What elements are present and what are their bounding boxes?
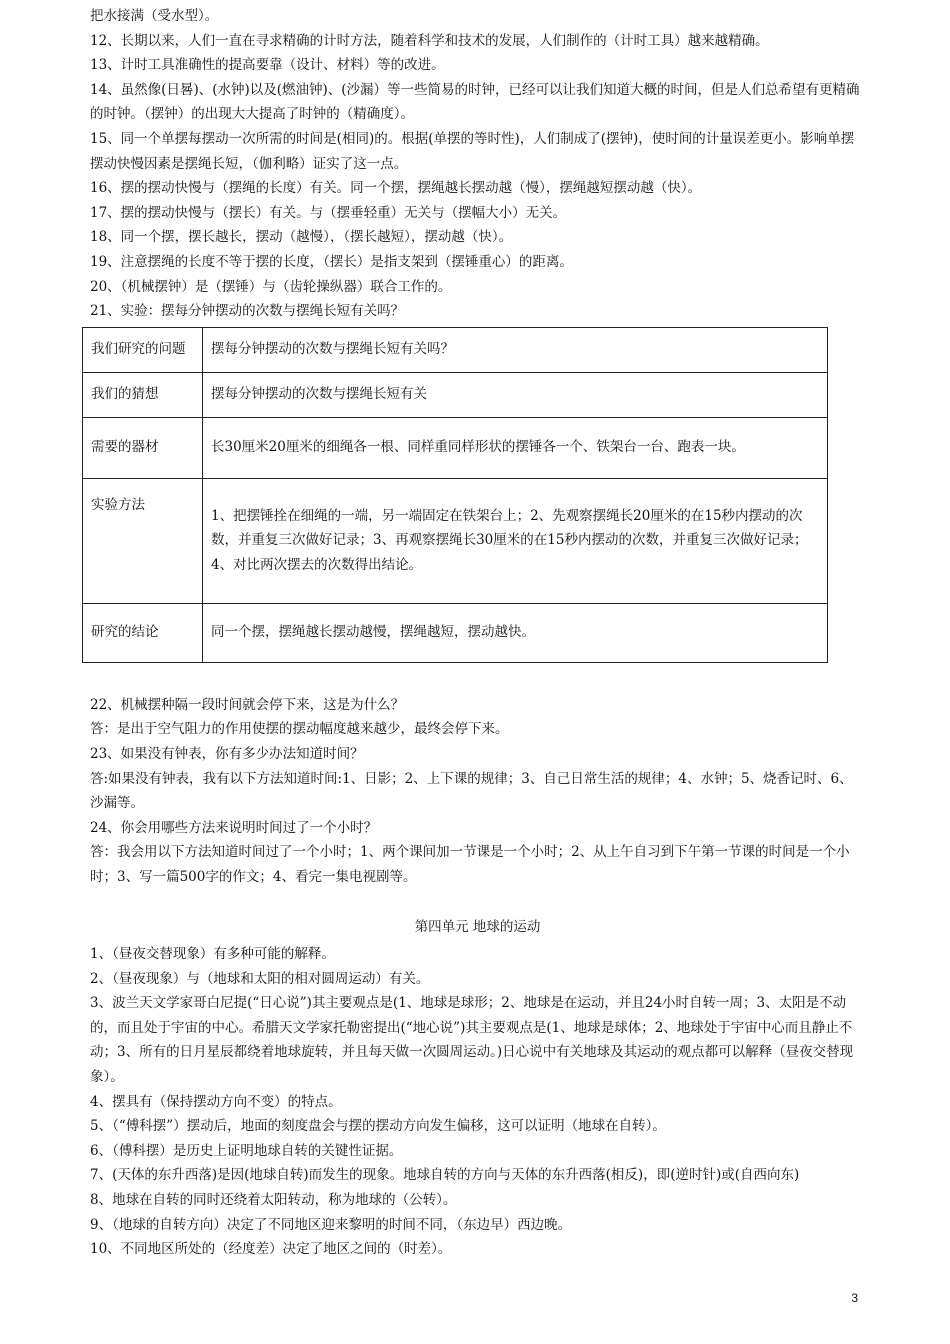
text-line: 20、（机械摆钟）是（摆锤）与（齿轮操纵器）联合工作的。 [90, 278, 452, 295]
row-content: 长30厘米20厘米的细绳各一根、同样重同样形状的摆锤各一个、铁架台一台、跑表一块。 [203, 417, 828, 478]
row-content: 摆每分钟摆动的次数与摆绳长短有关 [203, 372, 828, 417]
text-line: 16、摆的摆动快慢与（摆绳的长度）有关。同一个摆，摆绳越长摆动越（慢），摆绳越短摆动越（快）。 [90, 180, 702, 197]
text-line: 4、摆具有（保持摆动方向不变）的特点。 [90, 1093, 342, 1110]
experiment-table [82, 327, 828, 663]
text-line: 21、实验：摆每分钟摆动的次数与摆绳长短有关吗？ [90, 303, 405, 320]
row-content: 同一个摆，摆绳越长摆动越慢，摆绳越短，摆动越快。 [203, 603, 828, 662]
answer-line: 答：我会用以下方法知道时间过了一个小时；1、两个课间加一节课是一个小时；2、从上午自习到下午第一节课的时间是一个小时；3、写一篇500字的作文；4、看完一集电视剧等。 [90, 844, 850, 885]
text-line: 19、注意摆绳的长度不等于摆的长度，（摆长）是指支架到（摆锤重心）的距离。 [90, 253, 573, 270]
text-line: 14、虽然像(日晷)、(水钟)以及(燃油钟)、(沙漏）等一些简易的时钟，已经可以让我们知道大概的时间，但是人们总希望有更精确的时钟。（摆钟）的出现大大提高了时钟的（精确度）。 [90, 81, 860, 123]
text-line: 13、计时工具准确性的提高要靠（设计、材料）等的改进。 [90, 57, 445, 74]
answer-line: 答:如果没有钟表，我有以下方法知道时间:1、日影；2、上下课的规律；3、自己日常生活的规律；4、水钟；5、烧香记时、6、沙漏等。 [90, 770, 853, 812]
text-line: 18、同一个摆，摆长越长，摆动（越慢），（摆长越短），摆动越（快）。 [90, 229, 513, 246]
row-content: 1、把摆锤拴在细绳的一端，另一端固定在铁架台上；2、先观察摆绳长20厘米的在15秒内摆动的次数，并重复三次做好记录；3、再观察摆绳长30厘米的在15秒内摆动的次数，并重复三次做好记录；4、对比两次摆去的次数得出结论。 [203, 478, 828, 603]
question-line: 22、机械摆种隔一段时间就会停下来，这是为什么？ [90, 696, 405, 713]
table-row [83, 327, 828, 372]
row-label: 我们研究的问题 [83, 327, 203, 372]
row-label: 研究的结论 [83, 603, 203, 662]
text-line: 6、（傅科摆）是历史上证明地球自转的关键性证据。 [90, 1142, 403, 1159]
document-body [90, 4, 865, 1262]
text-line: 17、摆的摆动快慢与（摆长）有关。与（摆垂轻重）无关与（摆幅大小）无关。 [90, 204, 567, 221]
top-section [90, 4, 865, 324]
answer-line: 答：是出于空气阻力的作用使摆的摆动幅度越来越少，最终会停下来。 [90, 721, 509, 738]
table-row [83, 417, 828, 478]
text-line: 5、（“傅科摆”）摆动后，地面的刻度盘会与摆的摆动方向发生偏移，这可以证明（地球在自转）。 [90, 1118, 666, 1135]
text-line: 3、波兰天文学家哥白尼提(“日心说”)其主要观点是(1、地球是球形；2、地球是在运动，并且24小时自转一周；3、太阳是不动的，而且处于宇宙的中心。希腊天文学家托勒密提出(“地心说”)其主要观点是(1、地球是球体；2、地球处于宇宙中心而且静止不动；3、所有的日月星辰都绕着地球旋转，并且每天做一次圆周运动。)日心说中有关地球及其运动的观点都可以解释（昼夜交替现象）。 [90, 995, 854, 1086]
table-row [83, 603, 828, 662]
unit-title: 第四单元 地球的运动 [414, 919, 541, 936]
question-line: 23、如果没有钟表，你有多少办法知道时间？ [90, 745, 364, 762]
text-line: 15、同一个单摆每摆动一次所需的时间是(相同)的。根据(单摆的等时性)，人们制成了(摆钟)，使时间的计量误差更小。影响单摆摆动快慢因素是摆绳长短，（伽利略）证实了这一点。 [90, 130, 855, 172]
row-label: 需要的器材 [83, 417, 203, 478]
unit-section [90, 942, 865, 1262]
text-line: 10、不同地区所处的（经度差）决定了地区之间的（时差）。 [90, 1241, 452, 1258]
text-line: 1、（昼夜交替现象）有多种可能的解释。 [90, 946, 335, 963]
text-line: 8、地球在自转的同时还绕着太阳转动，称为地球的（公转）。 [90, 1192, 457, 1208]
text-line: 2、（昼夜现象）与（地球和太阳的相对圆周运动）有关。 [90, 970, 430, 987]
table-row [83, 478, 828, 603]
row-label: 我们的猜想 [83, 372, 203, 417]
text-line: 12、长期以来，人们一直在寻求精确的计时方法，随着科学和技术的发展，人们制作的（计时工具）越来越精确。 [90, 32, 769, 49]
table-row [83, 372, 828, 417]
row-content: 摆每分钟摆动的次数与摆绳长短有关吗？ [203, 327, 828, 372]
page-number: 3 [851, 1291, 858, 1305]
text-line: 9、（地球的自转方向）决定了不同地区迎来黎明的时间不同，（东边早）西边晚。 [90, 1216, 572, 1233]
question-line: 24、你会用哪些方法来说明时间过了一个小时？ [90, 819, 378, 836]
qa-section [90, 693, 865, 890]
text-line: 7、(天体的东升西落)是因(地球自转)而发生的现象。地球自转的方向与天体的东升西落(相反)，即(逆时针)或(自西向东) [90, 1167, 800, 1184]
row-label: 实验方法 [83, 478, 203, 603]
text-line: 把水接满（受水型）。 [90, 8, 219, 24]
